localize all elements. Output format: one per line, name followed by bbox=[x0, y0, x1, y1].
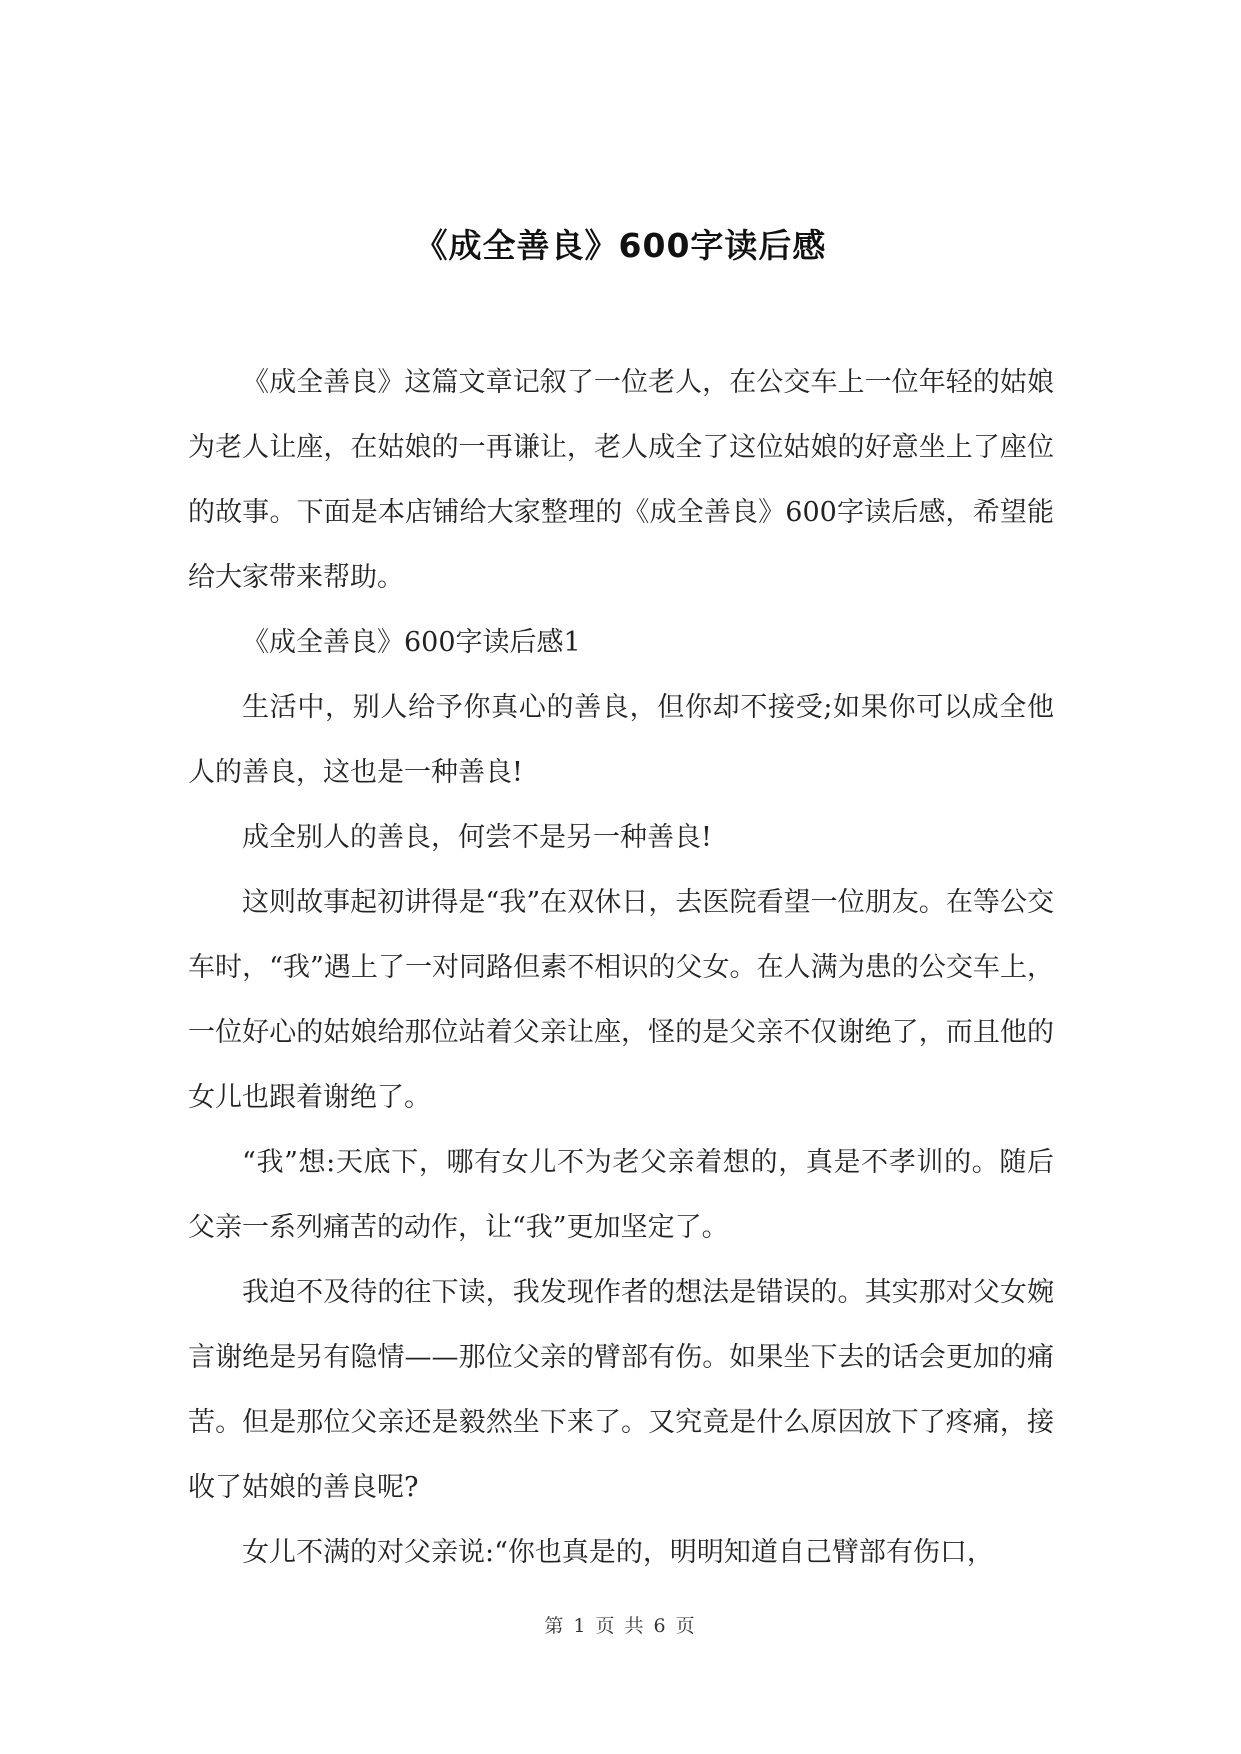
paragraph: 生活中，别人给予你真心的善良，但你却不接受;如果你可以成全他人的善良，这也是一种善良! bbox=[188, 692, 1054, 788]
paragraph-intro: 《成全善良》这篇文章记叙了一位老人，在公交车上一位年轻的姑娘为老人让座，在姑娘的一再谦让，老人成全了这位姑娘的好意坐上了座位的故事。下面是本店铺给大家整理的《成全善良》600字读后感，希望能给大家带来帮助。 bbox=[188, 367, 1054, 593]
document-title: 《成全善良》600字读后感 bbox=[414, 226, 827, 265]
paragraph: 这则故事起初讲得是“我”在双休日，去医院看望一位朋友。在等公交车时，“我”遇上了一对同路但素不相识的父女。在人满为患的公交车上，一位好心的姑娘给那位站着父亲让座，怪的是父亲不仅谢绝了，而且他的女儿也跟着谢绝了。 bbox=[188, 887, 1054, 1113]
page-number-footer: 第 1 页 共 6 页 bbox=[544, 1615, 697, 1637]
paragraph: 女儿不满的对父亲说:“你也真是的，明明知道自己臂部有伤口， bbox=[242, 1537, 994, 1568]
paragraph: 我迫不及待的往下读，我发现作者的想法是错误的。其实那对父女婉言谢绝是另有隐情——那位父亲的臂部有伤。如果坐下去的话会更加的痛苦。但是那位父亲还是毅然坐下来了。又究竟是什么原因放下了疼痛，接收了姑娘的善良呢? bbox=[188, 1277, 1054, 1503]
section-heading: 《成全善良》600字读后感1 bbox=[242, 627, 581, 658]
paragraph: 成全别人的善良，何尝不是另一种善良! bbox=[242, 822, 712, 853]
paragraph: “我”想:天底下，哪有女儿不为老父亲着想的，真是不孝训的。随后父亲一系列痛苦的动作，让“我”更加坚定了。 bbox=[188, 1147, 1054, 1243]
document-body bbox=[188, 350, 1054, 1585]
